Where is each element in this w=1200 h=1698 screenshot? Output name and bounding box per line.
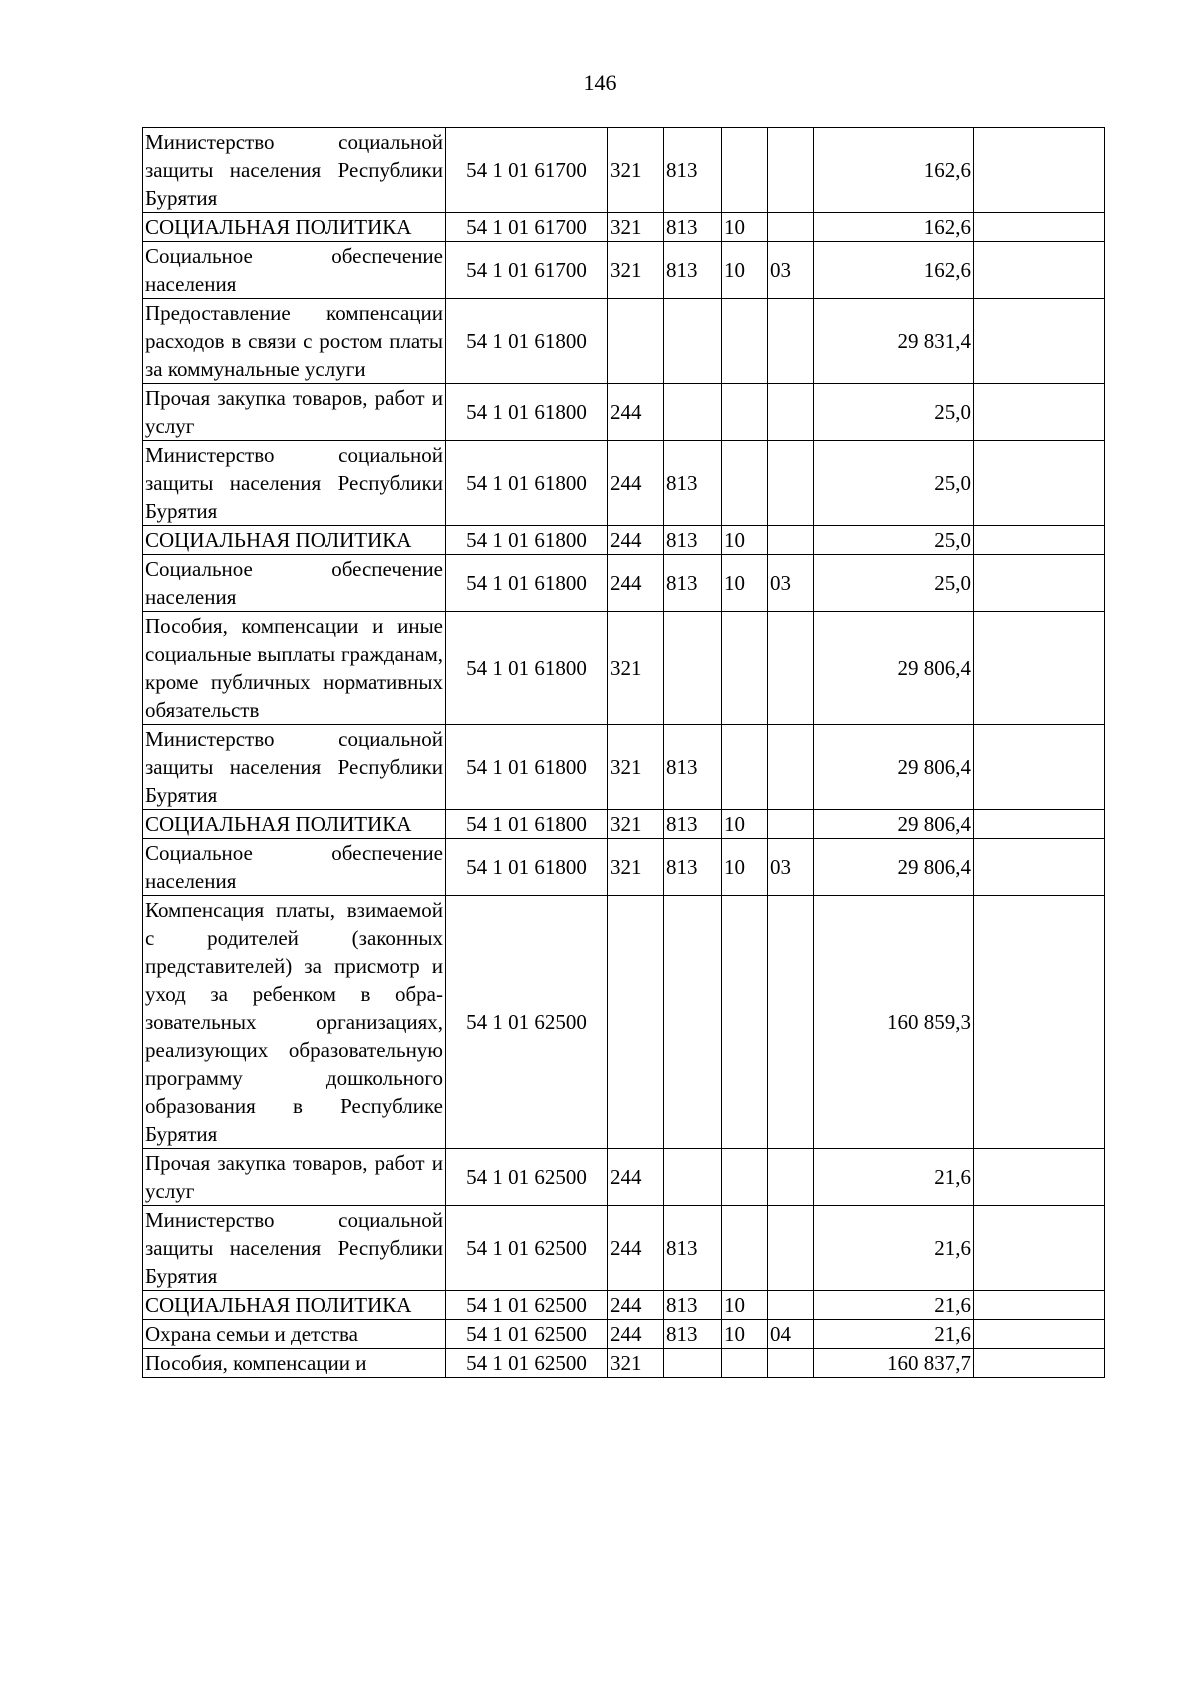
expense-type-code: 321: [608, 725, 664, 810]
table-row: [143, 384, 1105, 441]
budget-item-name: Прочая закупка товаров, работ и услуг: [143, 384, 446, 441]
budget-item-name: Компенсация платы, взимаемой с родителей (законных представителей) за присмотр и уход за ребенком в образовательных организациях, реализующих образовательную программу дошкольного образования в Республике Бурятия: [143, 896, 446, 1149]
table-row: [143, 810, 1105, 839]
extra-column: [974, 384, 1105, 441]
table-row: [143, 1349, 1105, 1378]
amount: 29 831,4: [814, 299, 974, 384]
amount: 162,6: [814, 128, 974, 213]
ministry-code: 813: [664, 441, 722, 526]
amount: 25,0: [814, 441, 974, 526]
target-article-code: 54 1 01 61700: [446, 242, 608, 299]
expense-type-code: [608, 299, 664, 384]
target-article-code: 54 1 01 61700: [446, 213, 608, 242]
expense-type-code: 244: [608, 1320, 664, 1349]
ministry-code: 813: [664, 725, 722, 810]
expense-type-code: 244: [608, 1291, 664, 1320]
target-article-code: 54 1 01 62500: [446, 1206, 608, 1291]
budget-item-name: Социальное обеспечение населения: [143, 839, 446, 896]
section-code: [722, 299, 768, 384]
table-row: [143, 128, 1105, 213]
expense-type-code: 321: [608, 839, 664, 896]
budget-item-name: Предоставление компенсации расходов в связи с ростом платы за коммунальные услуги: [143, 299, 446, 384]
ministry-code: [664, 896, 722, 1149]
budget-item-name: СОЦИАЛЬНАЯ ПОЛИТИКА: [143, 810, 446, 839]
section-code: 10: [722, 810, 768, 839]
target-article-code: 54 1 01 61800: [446, 441, 608, 526]
table-row: [143, 1320, 1105, 1349]
amount: 29 806,4: [814, 725, 974, 810]
ministry-code: 813: [664, 526, 722, 555]
extra-column: [974, 810, 1105, 839]
table-row: [143, 896, 1105, 1149]
amount: 162,6: [814, 242, 974, 299]
table-row: [143, 1149, 1105, 1206]
ministry-code: 813: [664, 555, 722, 612]
subsection-code: [768, 128, 814, 213]
subsection-code: [768, 1149, 814, 1206]
budget-item-name: Социальное обеспечение населения: [143, 242, 446, 299]
extra-column: [974, 1206, 1105, 1291]
target-article-code: 54 1 01 61800: [446, 555, 608, 612]
section-code: [722, 896, 768, 1149]
table-row: [143, 526, 1105, 555]
subsection-code: [768, 1291, 814, 1320]
extra-column: [974, 1320, 1105, 1349]
expense-type-code: 321: [608, 612, 664, 725]
extra-column: [974, 1149, 1105, 1206]
extra-column: [974, 441, 1105, 526]
table-row: [143, 299, 1105, 384]
extra-column: [974, 612, 1105, 725]
extra-column: [974, 1349, 1105, 1378]
section-code: 10: [722, 526, 768, 555]
subsection-code: [768, 896, 814, 1149]
extra-column: [974, 128, 1105, 213]
extra-column: [974, 725, 1105, 810]
ministry-code: [664, 1149, 722, 1206]
subsection-code: 03: [768, 555, 814, 612]
extra-column: [974, 1291, 1105, 1320]
amount: 21,6: [814, 1149, 974, 1206]
section-code: 10: [722, 242, 768, 299]
section-code: [722, 1349, 768, 1378]
table-row: [143, 1206, 1105, 1291]
extra-column: [974, 526, 1105, 555]
section-code: 10: [722, 839, 768, 896]
budget-item-name: Прочая закупка товаров, работ и услуг: [143, 1149, 446, 1206]
table-row: [143, 612, 1105, 725]
budget-item-name: СОЦИАЛЬНАЯ ПОЛИТИКА: [143, 526, 446, 555]
page-number: 146: [583, 70, 617, 95]
extra-column: [974, 839, 1105, 896]
target-article-code: 54 1 01 62500: [446, 1149, 608, 1206]
expense-type-code: 244: [608, 526, 664, 555]
ministry-code: 813: [664, 1206, 722, 1291]
table-row: [143, 555, 1105, 612]
budget-item-name: Социальное обеспечение населения: [143, 555, 446, 612]
budget-item-name: Пособия, компенсации и иные социальные выплаты гражданам, кроме публичных нормативных обязательств: [143, 612, 446, 725]
target-article-code: 54 1 01 61800: [446, 612, 608, 725]
amount: 29 806,4: [814, 612, 974, 725]
expense-type-code: 321: [608, 810, 664, 839]
target-article-code: 54 1 01 61800: [446, 810, 608, 839]
expense-type-code: 321: [608, 128, 664, 213]
amount: 162,6: [814, 213, 974, 242]
section-code: [722, 1149, 768, 1206]
ministry-code: [664, 299, 722, 384]
table-row: [143, 441, 1105, 526]
section-code: [722, 128, 768, 213]
subsection-code: [768, 725, 814, 810]
expense-type-code: 321: [608, 1349, 664, 1378]
budget-item-name: Министерство социальной защиты населения Республики Бурятия: [143, 725, 446, 810]
expense-type-code: 321: [608, 242, 664, 299]
section-code: 10: [722, 213, 768, 242]
section-code: [722, 612, 768, 725]
subsection-code: [768, 1349, 814, 1378]
amount: 25,0: [814, 526, 974, 555]
target-article-code: 54 1 01 62500: [446, 1320, 608, 1349]
budget-item-name: СОЦИАЛЬНАЯ ПОЛИТИКА: [143, 1291, 446, 1320]
budget-item-name: Пособия, компенсации и: [143, 1349, 446, 1378]
target-article-code: 54 1 01 61700: [446, 128, 608, 213]
ministry-code: 813: [664, 1291, 722, 1320]
section-code: [722, 1206, 768, 1291]
subsection-code: 03: [768, 839, 814, 896]
target-article-code: 54 1 01 61800: [446, 384, 608, 441]
target-article-code: 54 1 01 62500: [446, 896, 608, 1149]
expense-type-code: 321: [608, 213, 664, 242]
table-row: [143, 213, 1105, 242]
table-row: [143, 725, 1105, 810]
ministry-code: 813: [664, 128, 722, 213]
table-row: [143, 839, 1105, 896]
ministry-code: 813: [664, 242, 722, 299]
amount: 25,0: [814, 384, 974, 441]
amount: 29 806,4: [814, 839, 974, 896]
section-code: [722, 725, 768, 810]
subsection-code: [768, 810, 814, 839]
expense-type-code: 244: [608, 1149, 664, 1206]
target-article-code: 54 1 01 61800: [446, 725, 608, 810]
extra-column: [974, 555, 1105, 612]
subsection-code: [768, 526, 814, 555]
section-code: 10: [722, 555, 768, 612]
section-code: [722, 441, 768, 526]
table-row: [143, 1291, 1105, 1320]
target-article-code: 54 1 01 62500: [446, 1349, 608, 1378]
subsection-code: [768, 441, 814, 526]
target-article-code: 54 1 01 62500: [446, 1291, 608, 1320]
section-code: [722, 384, 768, 441]
target-article-code: 54 1 01 61800: [446, 299, 608, 384]
amount: 21,6: [814, 1320, 974, 1349]
budget-item-name: Министерство социальной защиты населения Республики Бурятия: [143, 1206, 446, 1291]
amount: 21,6: [814, 1291, 974, 1320]
extra-column: [974, 242, 1105, 299]
ministry-code: 813: [664, 1320, 722, 1349]
amount: 21,6: [814, 1206, 974, 1291]
ministry-code: 813: [664, 213, 722, 242]
expense-type-code: 244: [608, 555, 664, 612]
section-code: 10: [722, 1291, 768, 1320]
budget-item-name: Министерство социальной защиты населения Республики Бурятия: [143, 441, 446, 526]
extra-column: [974, 896, 1105, 1149]
section-code: 10: [722, 1320, 768, 1349]
expense-type-code: 244: [608, 441, 664, 526]
extra-column: [974, 299, 1105, 384]
ministry-code: 813: [664, 810, 722, 839]
target-article-code: 54 1 01 61800: [446, 839, 608, 896]
subsection-code: 03: [768, 242, 814, 299]
expense-type-code: [608, 896, 664, 1149]
extra-column: [974, 213, 1105, 242]
ministry-code: [664, 1349, 722, 1378]
table-body: [143, 128, 1105, 1378]
subsection-code: [768, 612, 814, 725]
subsection-code: [768, 299, 814, 384]
ministry-code: [664, 384, 722, 441]
ministry-code: [664, 612, 722, 725]
target-article-code: 54 1 01 61800: [446, 526, 608, 555]
subsection-code: [768, 213, 814, 242]
subsection-code: [768, 384, 814, 441]
amount: 160 837,7: [814, 1349, 974, 1378]
budget-item-name: Министерство социальной защиты населения Республики Бурятия: [143, 128, 446, 213]
expense-type-code: 244: [608, 1206, 664, 1291]
amount: 160 859,3: [814, 896, 974, 1149]
budget-item-name: СОЦИАЛЬНАЯ ПОЛИТИКА: [143, 213, 446, 242]
budget-item-name: Охрана семьи и детства: [143, 1320, 446, 1349]
amount: 29 806,4: [814, 810, 974, 839]
table-row: [143, 242, 1105, 299]
budget-table: [142, 127, 1105, 1378]
expense-type-code: 244: [608, 384, 664, 441]
ministry-code: 813: [664, 839, 722, 896]
subsection-code: 04: [768, 1320, 814, 1349]
amount: 25,0: [814, 555, 974, 612]
subsection-code: [768, 1206, 814, 1291]
